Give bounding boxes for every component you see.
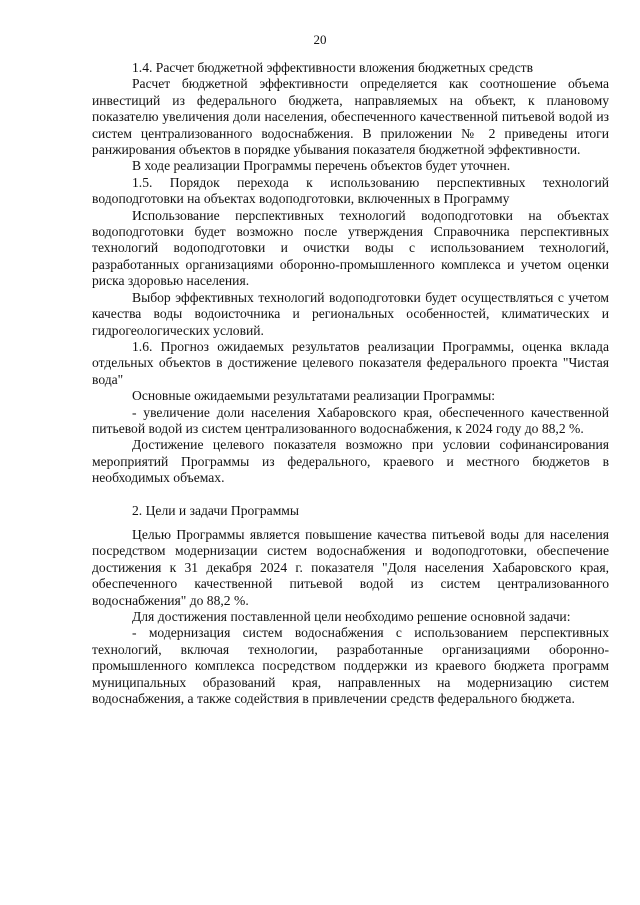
- section-heading-1-4: 1.4. Расчет бюджетной эффективности вложения бюджетных средств: [132, 60, 534, 75]
- page-number: 20: [313, 32, 327, 47]
- document-body: [92, 60, 609, 707]
- paragraph: Основные ожидаемыми результатами реализации Программы:: [132, 388, 496, 404]
- list-item: - модернизация систем водоснабжения с использованием перспективных технологий, включая технологии, разработанные организациями оборонно-промышленного комплекса посредством поддержки из краевого бюджета программ муниципальных образований края, направленных на модернизацию систем водоснабжения, а также содействия в привлечении средств федерального бюджета.: [92, 625, 609, 707]
- paragraph: В ходе реализации Программы перечень объектов будет уточнен.: [132, 158, 511, 174]
- paragraph: Использование перспективных технологий водоподготовки на объектах водоподготовки будет возможно после утверждения Справочника перспективных технологий водоподготовки и очистки воды с использованием технологий, разработанных организациями оборонно-промышленного комплекса и учетом оценки риска здоровью населения.: [92, 207, 609, 289]
- paragraph: Выбор эффективных технологий водоподготовки будет осуществляться с учетом качества воды водоисточника и региональных особенностей, климатических и гидрогеологических условий.: [92, 289, 609, 338]
- paragraph: Достижение целевого показателя возможно при условии софинансирования мероприятий Программы из федерального, краевого и местного бюджетов в необходимых объемах.: [92, 437, 609, 486]
- section-heading-2: 2. Цели и задачи Программы: [132, 502, 300, 518]
- list-item: - увеличение доли населения Хабаровского края, обеспеченного качественной питьевой водой из систем централизованного водоснабжения, к 2024 году до 88,2 %.: [92, 404, 609, 436]
- section-heading-1-5: 1.5. Порядок перехода к использованию перспективных технологий водоподготовки на объектах водоподготовки, включенных в Программу: [92, 174, 609, 207]
- paragraph: Расчет бюджетной эффективности определяется как соотношение объема инвестиций из федерального бюджета, направляемых на объект, к плановому показателю увеличения доли населения, обеспеченного качественной питьевой водой из систем централизованного водоснабжения. В приложении № 2 приведены итоги ранжирования объектов в порядке убывания показателя бюджетной эффективности.: [92, 76, 609, 158]
- paragraph: Для достижения поставленной цели необходимо решение основной задачи:: [132, 609, 571, 624]
- paragraph: Целью Программы является повышение качества питьевой воды для населения посредством модернизации систем водоснабжения и водоподготовки, обеспечение достижения к 31 декабря 2024 г. показателя "Доля населения Хабаровского края, обеспеченного качественной питьевой водой из систем централизованного водоснабжения" до 88,2 %.: [92, 526, 609, 608]
- section-heading-1-6: 1.6. Прогноз ожидаемых результатов реализации Программы, оценка вклада отдельных объектов в достижение целевого показателя федерального проекта "Чистая вода": [92, 338, 609, 387]
